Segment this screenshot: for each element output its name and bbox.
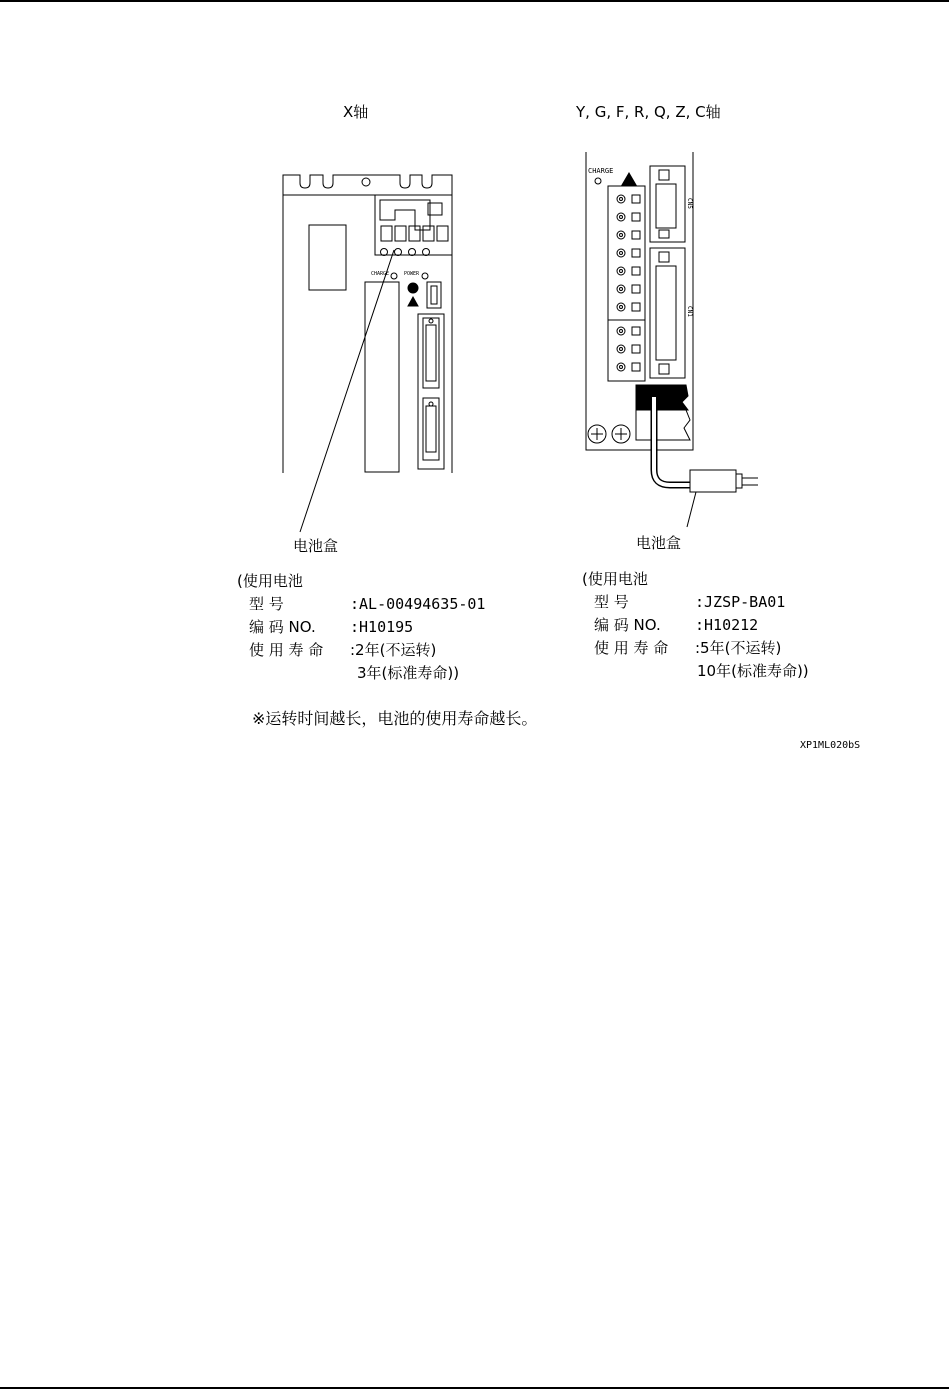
spec-code-row	[237, 616, 485, 639]
spec-model-key: 型 号	[249, 595, 284, 613]
spec-model-value: :AL-00494635-01	[350, 595, 486, 613]
spec-code-value: :H10212	[695, 616, 759, 634]
spec-code-key: 编 码 NO.	[594, 616, 661, 634]
figure-code: XP1ML020bS	[800, 740, 861, 751]
cn5-label: CN5	[686, 198, 693, 209]
left-charge-label: CHARGE	[371, 271, 390, 277]
bottom-rule	[0, 1387, 949, 1389]
spec-life-value-2: 10年(标准寿命))	[697, 662, 809, 680]
cn1-label: CN1	[686, 306, 693, 317]
spec-code-key: 编 码 NO.	[249, 618, 316, 636]
spec-life-value: :2年(不运转)	[350, 641, 437, 659]
spec-heading: (使用电池	[237, 572, 303, 590]
left-battery-spec	[237, 570, 485, 685]
x-axis-caption: X轴	[343, 103, 369, 121]
other-axes-caption: Y, G, F, R, Q, Z, C轴	[576, 103, 721, 121]
left-battery-label: 电池盒	[293, 537, 339, 555]
spec-life-row-2	[582, 660, 809, 683]
spec-model-value: :JZSP-BA01	[695, 593, 786, 611]
spec-life-key: 使 用 寿 命	[594, 639, 669, 657]
spec-code-row	[582, 614, 809, 637]
spec-code-value: :H10195	[350, 618, 414, 636]
spec-model-row	[237, 593, 485, 616]
spec-life-value-2: 3年(标准寿命))	[357, 664, 460, 682]
spec-life-key: 使 用 寿 命	[249, 641, 324, 659]
spec-model-row	[582, 591, 809, 614]
spec-life-value: :5年(不运转)	[695, 639, 782, 657]
battery-life-note: ※运转时间越长，电池的使用寿命越长。	[252, 709, 538, 728]
spec-model-key: 型 号	[594, 593, 629, 611]
spec-life-row	[237, 639, 485, 662]
left-power-label: POWER	[404, 271, 420, 277]
other-axes-servo-unit	[586, 152, 758, 527]
spec-life-row-2	[237, 662, 485, 685]
spec-heading: (使用电池	[582, 570, 648, 588]
x-axis-servo-unit	[283, 175, 452, 532]
right-charge-label: CHARGE	[588, 167, 614, 175]
spec-life-row	[582, 637, 809, 660]
right-battery-label: 电池盒	[636, 534, 682, 552]
right-battery-spec	[582, 568, 809, 683]
